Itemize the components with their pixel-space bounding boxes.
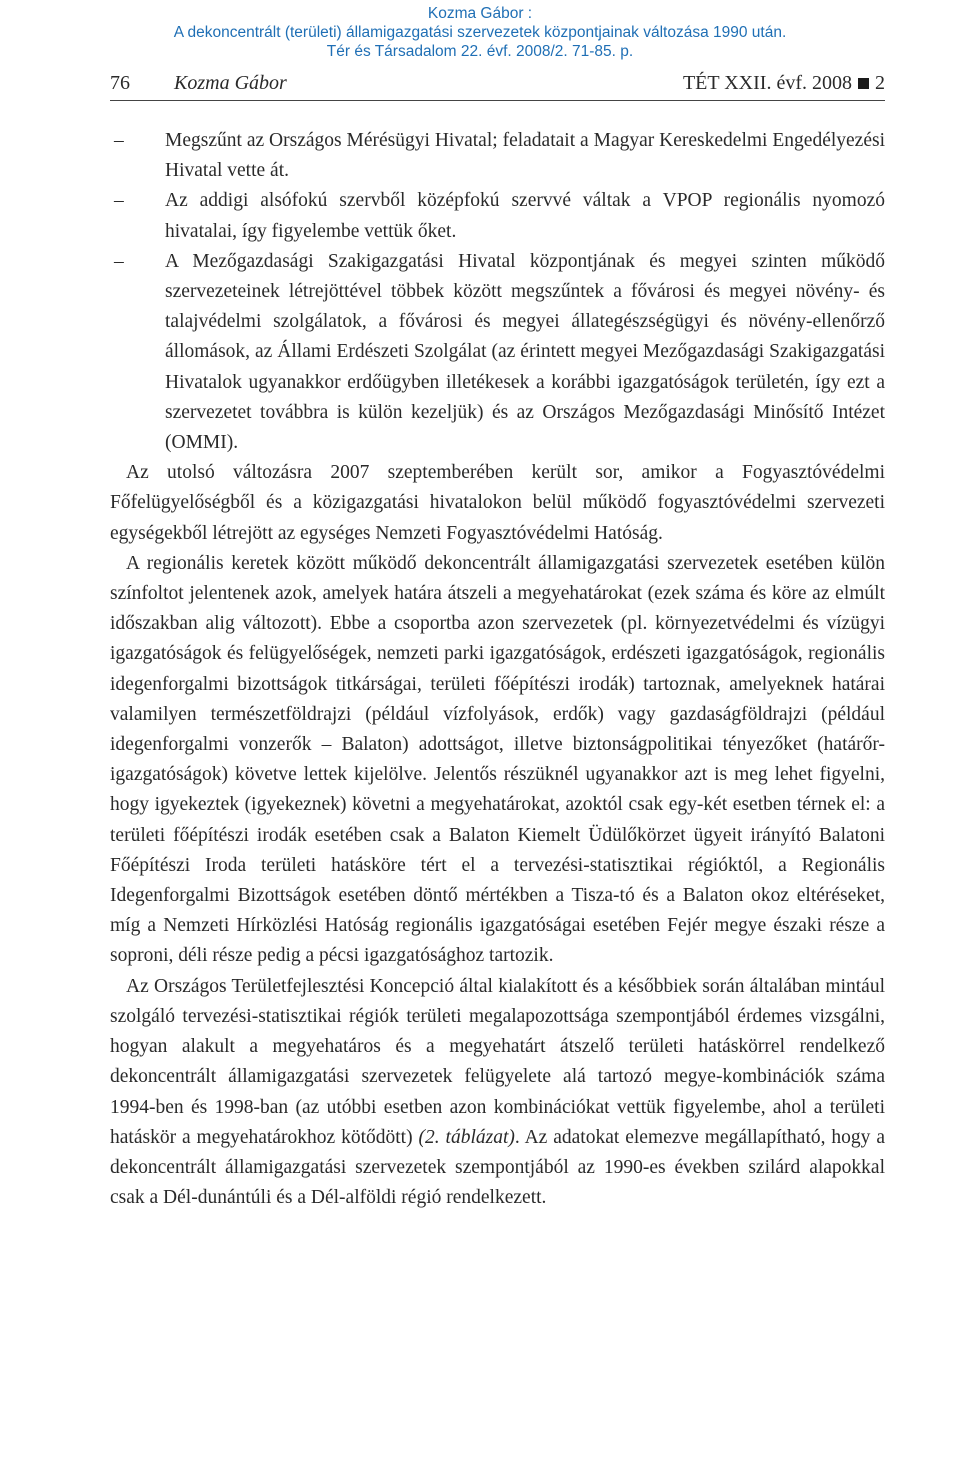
journal-volume: TÉT XXII. évf. 2008 [682,72,852,94]
article-body [110,126,885,1213]
dash-bullet: – [114,250,124,272]
paragraph: Az utolsó változásra 2007 szeptemberében került sor, amikor a Fogyasztóvédelmi Főfelügyelőségből és a közigazgatási hivatalokon belül működő fogyasztóvédelmi szervezeti egységekből létrejött az egységes Nemzeti Fogyasztóvédelmi Hatóság. [110,462,885,544]
citation-header [0,4,960,61]
list-item-text: Az addigi alsófokú szervből középfokú szervvé váltak a VPOP regionális nyomozó hivatalai, így figyelembe vettük őket. [165,190,885,242]
paragraph: A regionális keretek között működő dekoncentrált államigazgatási szervezetek esetében külön színfoltot jelentenek azok, amelyek határa átszeli a megyehatárokat (ezek száma és köre az elmúlt időszakban alig változott). Ebbe a csoportba azon szervezetek (pl. környezetvédelmi és vízügyi igazgatóságok és felügyelőségek, nemzeti parki igazgatóságok, erdészeti igazgatóságok, regionális idegenforgalmi bizottságok titkárságai, területi főépítészi irodák) tartoznak, amelyeknek határai valamilyen természetföldrajzi (például vízfolyások, erdők) vagy gazdaságföldrajzi (például idegenforgalmi vonzerők – Balaton) adottságot, illetve biztonságpolitikai tényezőket (határőr-igazgatóságok) követve lettek kijelölve. Jelentős részüknél ugyanakkor azt is meg lehet figyelni, hogy igyekeztek (igyekeznek) követni a megyehatárokat, azoktól csak egy-két esetben térnek el: a területi főépítészi irodák esetében csak a Balaton Kiemelt Üdülőkörzet ügyeit irányító Balatoni Főépítészi Iroda területi hatásköre tért el a tervezési-statisztikai régióktól, a Regionális Idegenforgalmi Bizottságok esetében döntő mértékben a Tisza-tó és a Balaton okoz eltéréseket, míg a Nemzeti Hírközlési Hatóság regionális igazgatóságai esetében Fejér megye északi része a soproni, déli része pedig a pécsi igazgatósághoz tartozik. [110,552,885,967]
list-item-text: Megszűnt az Országos Mérésügyi Hivatal; feladatait a Magyar Kereskedelmi Engedélyezési Hivatal vette át. [165,130,885,182]
list-item-text: A Mezőgazdasági Szakigazgatási Hivatal központjának és megyei szinten működő szervezeteinek létrejöttével többek között megszűntek a fővárosi és megyei növény- és talajvédelmi szolgálatok, a fővárosi és megyei állategészségügyi és növény-ellenőrző állomások, az Állami Erdészeti Szolgálat (az érintett megyei Mezőgazdasági Szakigazgatási Hivatalok ugyanakkor erdőügyben illetékesek a korábbi igazgatóságok területén, így ezt a szervezetet továbbra is külön kezeljük) és az Országos Mezőgazdasági Minősítő Intézet (OMMI). [165,250,885,454]
dash-bullet: – [114,130,124,151]
citation-author: Kozma Gábor : [427,5,533,22]
list-item [110,186,885,246]
table-reference: (2. táblázat) [418,1126,515,1148]
citation-title: A dekoncentrált (területi) államigazgatási szervezetek központjainak változása 1990 után. [173,24,787,41]
paragraph-text: . Az adatokat elemezve megállapítható, hogy a dekoncentrált államigazgatási szervezetek szempontjából az 1990-es években szilárd alapokkal csak a Dél-dunántúli és a Dél-alföldi régió rendelkezett. [110,1126,885,1209]
list-item [110,126,885,186]
dash-list [110,126,885,458]
dash-bullet: – [114,190,124,212]
journal-issue: 2 [875,72,885,94]
running-head-journal [683,70,885,96]
list-item [110,247,885,458]
paragraph-text: Az Országos Területfejlesztési Koncepció által kialakított és a későbbiek során általában mintául szolgáló tervezési-statisztikai régiók területi megalapozottsága szempontjából érdemes vizsgálni, hogyan alakult a megyehatáros és a megyehatárt átszelő területi hatáskörrel rendelkező dekoncentrált államigazgatási szervezetek felügyelete alá tartozó megye-kombinációk száma 1994-ben és 1998-ban (az utóbbi esetben azon kombinációkat vettük figyelembe, ahol a területi hatáskör a megyehatárokhoz kötődött) [110,975,885,1148]
black-square-icon [858,78,869,89]
paragraph-last [110,972,885,1214]
page-number: 76 [110,72,130,94]
citation-source: Tér és Társadalom 22. évf. 2008/2. 71-85. p. [326,43,634,60]
running-head-author: Kozma Gábor [174,72,287,94]
running-head [110,70,885,101]
